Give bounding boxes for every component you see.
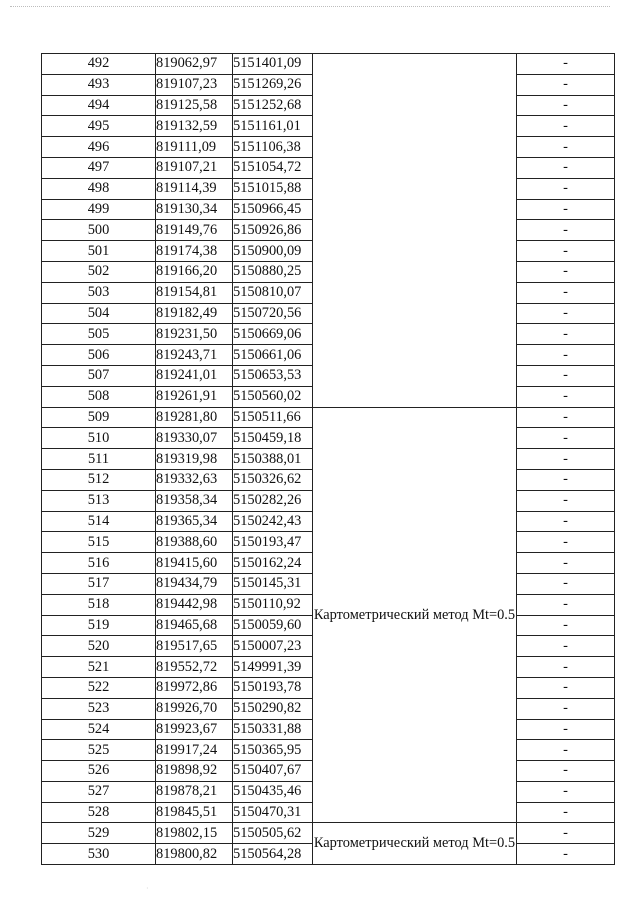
y-coordinate-cell: 5150926,86 bbox=[233, 220, 313, 241]
dash-cell: - bbox=[517, 636, 615, 657]
y-coordinate-cell: 5150505,62 bbox=[233, 823, 313, 844]
x-coordinate-cell: 819231,50 bbox=[156, 324, 233, 345]
y-coordinate-cell: 5151106,38 bbox=[233, 137, 313, 158]
y-coordinate-cell: 5150511,66 bbox=[233, 407, 313, 428]
dash-cell: - bbox=[517, 719, 615, 740]
x-coordinate-cell: 819442,98 bbox=[156, 594, 233, 615]
method-cell: Картометрический метод Mt=0.5 bbox=[313, 823, 517, 865]
coordinates-table-body bbox=[42, 54, 615, 865]
x-coordinate-cell: 819107,21 bbox=[156, 157, 233, 178]
x-coordinate-cell: 819917,24 bbox=[156, 740, 233, 761]
dash-cell: - bbox=[517, 781, 615, 802]
dash-cell: - bbox=[517, 199, 615, 220]
point-number-cell: 528 bbox=[42, 802, 156, 823]
point-number-cell: 521 bbox=[42, 657, 156, 678]
dash-cell: - bbox=[517, 677, 615, 698]
x-coordinate-cell: 819154,81 bbox=[156, 282, 233, 303]
y-coordinate-cell: 5150470,31 bbox=[233, 802, 313, 823]
dash-cell: - bbox=[517, 95, 615, 116]
dash-cell: - bbox=[517, 324, 615, 345]
point-number-cell: 510 bbox=[42, 428, 156, 449]
x-coordinate-cell: 819332,63 bbox=[156, 469, 233, 490]
dash-cell: - bbox=[517, 157, 615, 178]
y-coordinate-cell: 5150162,24 bbox=[233, 553, 313, 574]
y-coordinate-cell: 5151269,26 bbox=[233, 74, 313, 95]
point-number-cell: 502 bbox=[42, 261, 156, 282]
y-coordinate-cell: 5150365,95 bbox=[233, 740, 313, 761]
y-coordinate-cell: 5150331,88 bbox=[233, 719, 313, 740]
x-coordinate-cell: 819062,97 bbox=[156, 54, 233, 75]
point-number-cell: 525 bbox=[42, 740, 156, 761]
point-number-cell: 517 bbox=[42, 573, 156, 594]
x-coordinate-cell: 819802,15 bbox=[156, 823, 233, 844]
y-coordinate-cell: 5150290,82 bbox=[233, 698, 313, 719]
dash-cell: - bbox=[517, 740, 615, 761]
dash-cell: - bbox=[517, 469, 615, 490]
x-coordinate-cell: 819174,38 bbox=[156, 241, 233, 262]
x-coordinate-cell: 819552,72 bbox=[156, 657, 233, 678]
y-coordinate-cell: 5150388,01 bbox=[233, 449, 313, 470]
dash-cell: - bbox=[517, 74, 615, 95]
x-coordinate-cell: 819243,71 bbox=[156, 345, 233, 366]
x-coordinate-cell: 819132,59 bbox=[156, 116, 233, 137]
dash-cell: - bbox=[517, 511, 615, 532]
dash-cell: - bbox=[517, 345, 615, 366]
y-coordinate-cell: 5150059,60 bbox=[233, 615, 313, 636]
point-number-cell: 518 bbox=[42, 594, 156, 615]
point-number-cell: 503 bbox=[42, 282, 156, 303]
dash-cell: - bbox=[517, 54, 615, 75]
y-coordinate-cell: 5150900,09 bbox=[233, 241, 313, 262]
x-coordinate-cell: 819182,49 bbox=[156, 303, 233, 324]
dash-cell: - bbox=[517, 490, 615, 511]
method-cell: Картометрический метод Mt=0.5 bbox=[313, 407, 517, 823]
dash-cell: - bbox=[517, 532, 615, 553]
x-coordinate-cell: 819388,60 bbox=[156, 532, 233, 553]
dash-cell: - bbox=[517, 178, 615, 199]
point-number-cell: 519 bbox=[42, 615, 156, 636]
x-coordinate-cell: 819465,68 bbox=[156, 615, 233, 636]
x-coordinate-cell: 819319,98 bbox=[156, 449, 233, 470]
y-coordinate-cell: 5150880,25 bbox=[233, 261, 313, 282]
point-number-cell: 499 bbox=[42, 199, 156, 220]
point-number-cell: 512 bbox=[42, 469, 156, 490]
method-cell bbox=[313, 54, 517, 408]
dash-cell: - bbox=[517, 137, 615, 158]
x-coordinate-cell: 819415,60 bbox=[156, 553, 233, 574]
point-number-cell: 514 bbox=[42, 511, 156, 532]
point-number-cell: 508 bbox=[42, 386, 156, 407]
coordinates-table bbox=[41, 53, 615, 865]
point-number-cell: 520 bbox=[42, 636, 156, 657]
y-coordinate-cell: 5150653,53 bbox=[233, 365, 313, 386]
dash-cell: - bbox=[517, 615, 615, 636]
x-coordinate-cell: 819365,34 bbox=[156, 511, 233, 532]
dash-cell: - bbox=[517, 802, 615, 823]
y-coordinate-cell: 5150669,06 bbox=[233, 324, 313, 345]
x-coordinate-cell: 819114,39 bbox=[156, 178, 233, 199]
x-coordinate-cell: 819358,34 bbox=[156, 490, 233, 511]
point-number-cell: 511 bbox=[42, 449, 156, 470]
y-coordinate-cell: 5149991,39 bbox=[233, 657, 313, 678]
dash-cell: - bbox=[517, 823, 615, 844]
point-number-cell: 522 bbox=[42, 677, 156, 698]
y-coordinate-cell: 5150407,67 bbox=[233, 761, 313, 782]
point-number-cell: 527 bbox=[42, 781, 156, 802]
point-number-cell: 526 bbox=[42, 761, 156, 782]
dash-cell: - bbox=[517, 553, 615, 574]
dash-cell: - bbox=[517, 428, 615, 449]
point-number-cell: 501 bbox=[42, 241, 156, 262]
dash-cell: - bbox=[517, 573, 615, 594]
x-coordinate-cell: 819149,76 bbox=[156, 220, 233, 241]
y-coordinate-cell: 5151252,68 bbox=[233, 95, 313, 116]
dash-cell: - bbox=[517, 594, 615, 615]
y-coordinate-cell: 5150242,43 bbox=[233, 511, 313, 532]
x-coordinate-cell: 819111,09 bbox=[156, 137, 233, 158]
x-coordinate-cell: 819130,34 bbox=[156, 199, 233, 220]
point-number-cell: 498 bbox=[42, 178, 156, 199]
point-number-cell: 509 bbox=[42, 407, 156, 428]
y-coordinate-cell: 5150110,92 bbox=[233, 594, 313, 615]
y-coordinate-cell: 5150145,31 bbox=[233, 573, 313, 594]
point-number-cell: 530 bbox=[42, 844, 156, 865]
x-coordinate-cell: 819800,82 bbox=[156, 844, 233, 865]
table-row bbox=[42, 407, 615, 428]
point-number-cell: 516 bbox=[42, 553, 156, 574]
y-coordinate-cell: 5150282,26 bbox=[233, 490, 313, 511]
point-number-cell: 523 bbox=[42, 698, 156, 719]
y-coordinate-cell: 5150193,47 bbox=[233, 532, 313, 553]
point-number-cell: 497 bbox=[42, 157, 156, 178]
x-coordinate-cell: 819434,79 bbox=[156, 573, 233, 594]
dash-cell: - bbox=[517, 365, 615, 386]
y-coordinate-cell: 5150720,56 bbox=[233, 303, 313, 324]
x-coordinate-cell: 819107,23 bbox=[156, 74, 233, 95]
x-coordinate-cell: 819261,91 bbox=[156, 386, 233, 407]
point-number-cell: 492 bbox=[42, 54, 156, 75]
point-number-cell: 504 bbox=[42, 303, 156, 324]
y-coordinate-cell: 5150564,28 bbox=[233, 844, 313, 865]
x-coordinate-cell: 819281,80 bbox=[156, 407, 233, 428]
dash-cell: - bbox=[517, 220, 615, 241]
point-number-cell: 505 bbox=[42, 324, 156, 345]
dash-cell: - bbox=[517, 657, 615, 678]
dash-cell: - bbox=[517, 407, 615, 428]
scan-artifact-mark: · bbox=[146, 884, 149, 893]
point-number-cell: 507 bbox=[42, 365, 156, 386]
x-coordinate-cell: 819125,58 bbox=[156, 95, 233, 116]
point-number-cell: 506 bbox=[42, 345, 156, 366]
y-coordinate-cell: 5151054,72 bbox=[233, 157, 313, 178]
y-coordinate-cell: 5150326,62 bbox=[233, 469, 313, 490]
y-coordinate-cell: 5150560,02 bbox=[233, 386, 313, 407]
y-coordinate-cell: 5150193,78 bbox=[233, 677, 313, 698]
point-number-cell: 495 bbox=[42, 116, 156, 137]
dash-cell: - bbox=[517, 698, 615, 719]
dash-cell: - bbox=[517, 282, 615, 303]
dash-cell: - bbox=[517, 386, 615, 407]
x-coordinate-cell: 819517,65 bbox=[156, 636, 233, 657]
dash-cell: - bbox=[517, 844, 615, 865]
point-number-cell: 494 bbox=[42, 95, 156, 116]
point-number-cell: 524 bbox=[42, 719, 156, 740]
x-coordinate-cell: 819898,92 bbox=[156, 761, 233, 782]
scan-artifact-line bbox=[10, 6, 610, 8]
y-coordinate-cell: 5151161,01 bbox=[233, 116, 313, 137]
y-coordinate-cell: 5150435,46 bbox=[233, 781, 313, 802]
x-coordinate-cell: 819923,67 bbox=[156, 719, 233, 740]
y-coordinate-cell: 5151401,09 bbox=[233, 54, 313, 75]
table-row bbox=[42, 54, 615, 75]
point-number-cell: 500 bbox=[42, 220, 156, 241]
y-coordinate-cell: 5150661,06 bbox=[233, 345, 313, 366]
point-number-cell: 496 bbox=[42, 137, 156, 158]
x-coordinate-cell: 819926,70 bbox=[156, 698, 233, 719]
table-row bbox=[42, 823, 615, 844]
point-number-cell: 515 bbox=[42, 532, 156, 553]
y-coordinate-cell: 5150810,07 bbox=[233, 282, 313, 303]
dash-cell: - bbox=[517, 449, 615, 470]
x-coordinate-cell: 819878,21 bbox=[156, 781, 233, 802]
y-coordinate-cell: 5151015,88 bbox=[233, 178, 313, 199]
dash-cell: - bbox=[517, 303, 615, 324]
x-coordinate-cell: 819845,51 bbox=[156, 802, 233, 823]
point-number-cell: 493 bbox=[42, 74, 156, 95]
dash-cell: - bbox=[517, 241, 615, 262]
x-coordinate-cell: 819241,01 bbox=[156, 365, 233, 386]
y-coordinate-cell: 5150966,45 bbox=[233, 199, 313, 220]
y-coordinate-cell: 5150007,23 bbox=[233, 636, 313, 657]
point-number-cell: 529 bbox=[42, 823, 156, 844]
dash-cell: - bbox=[517, 116, 615, 137]
x-coordinate-cell: 819972,86 bbox=[156, 677, 233, 698]
point-number-cell: 513 bbox=[42, 490, 156, 511]
x-coordinate-cell: 819330,07 bbox=[156, 428, 233, 449]
y-coordinate-cell: 5150459,18 bbox=[233, 428, 313, 449]
x-coordinate-cell: 819166,20 bbox=[156, 261, 233, 282]
dash-cell: - bbox=[517, 261, 615, 282]
dash-cell: - bbox=[517, 761, 615, 782]
